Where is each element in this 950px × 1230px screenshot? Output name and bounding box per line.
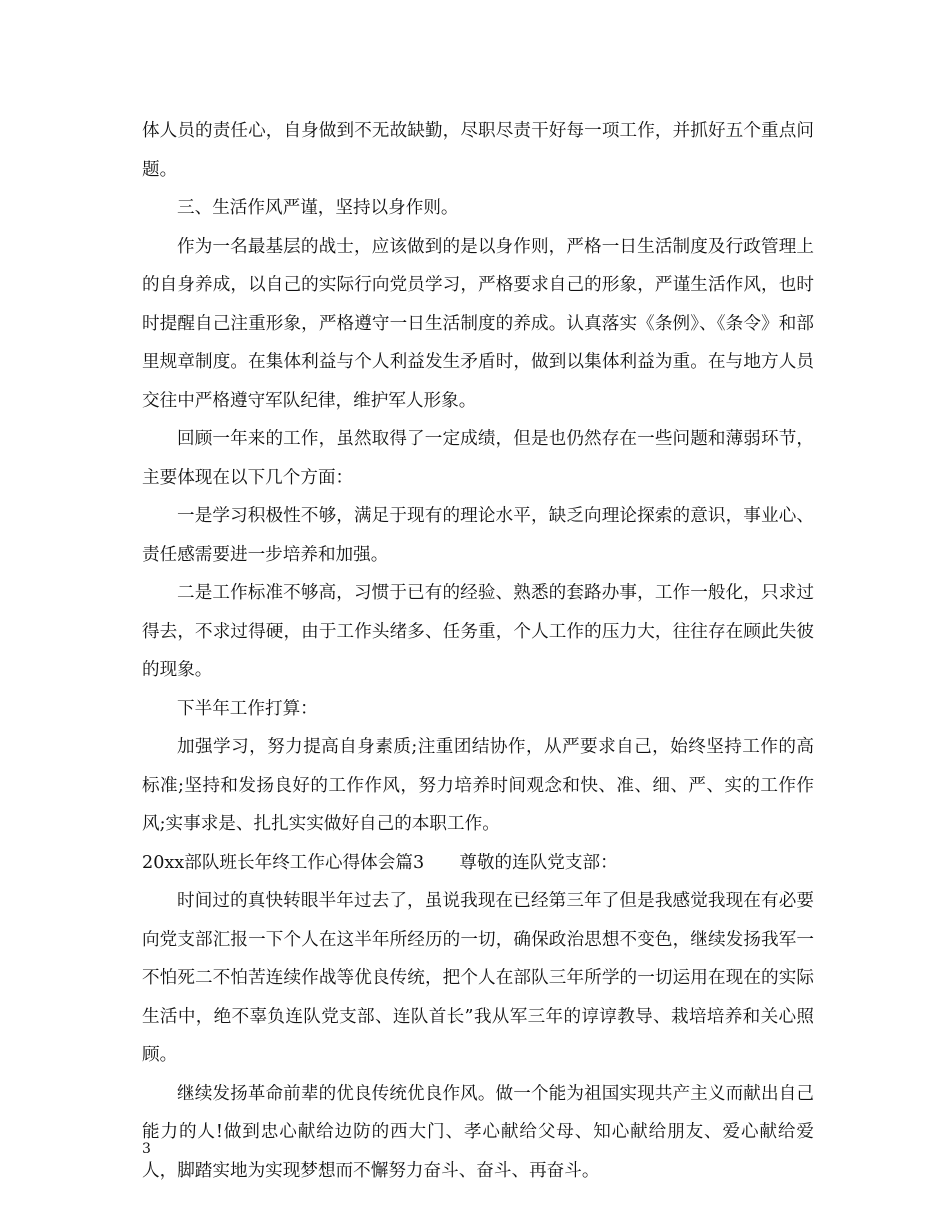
page-number: 3 xyxy=(142,1141,151,1157)
section-heading-3: 三、生活作风严谨，坚持以身作则。 xyxy=(177,198,459,218)
plan-heading: 下半年工作打算： xyxy=(177,698,318,719)
paragraph-problem-2: 二是工作标准不够高，习惯于已有的经验、熟悉的套路办事，工作一般化，只求过得去，不求过得硬，由于工作头绪多、任务重，个人工作的压力大，往往存在顾此失彼的现象。 xyxy=(142,583,814,680)
paragraph-problem-1: 一是学习积极性不够，满足于现有的理论水平，缺乏向理论探索的意识，事业心、责任感需要进一步培养和加强。 xyxy=(142,506,814,565)
paragraph-1: 体人员的责任心，自身做到不无故缺勤，尽职尽责干好每一项工作，并抓好五个重点问题。 xyxy=(142,121,814,180)
article-title-and-salutation: 20xx部队班长年终工作心得体会篇3 尊敬的连队党支部： xyxy=(142,852,618,873)
paragraph-report: 时间过的真快转眼半年过去了，虽说我现在已经第三年了但是我感觉我现在有必要向党支部汇报一下个人在这半年所经历的一切，确保政治思想不变色，继续发扬我军一不怕死二不怕苦连续作战等优良传统，把个人在部队三年所学的一切运用在现在的实际生活中，绝不辜负连队党支部、连队首长”我从军三年的谆谆教导、栽培培养和关心照顾。 xyxy=(142,891,814,1065)
paragraph-lead-by-example: 作为一名最基层的战士，应该做到的是以身作则，严格一日生活制度及行政管理上的自身养成，以自己的实际行向党员学习，严格要求自己的形象，严谨生活作风，也时时提醒自己注重形象，严格遵守一日生活制度的养成。认真落实《条例》、《条令》和部里规章制度。在集体利益与个人利益发生矛盾时，做到以集体利益为重。在与地方人员交往中严格遵守军队纪律，维护军人形象。 xyxy=(142,236,814,411)
paragraph-review: 回顾一年来的工作，虽然取得了一定成绩，但是也仍然存在一些问题和薄弱环节，主要体现在以下几个方面： xyxy=(142,429,814,488)
paragraph-commitment: 继续发扬革命前辈的优良传统优良作风。做一个能为祖国实现共产主义而献出自己能力的人!做到忠心献给边防的西大门、孝心献给父母、知心献给朋友、爱心献给爱人，脚踏实地为实现梦想而不懈努力奋斗、奋斗、再奋斗。 xyxy=(142,1083,814,1181)
document-body xyxy=(142,112,814,1190)
paragraph-plan: 加强学习，努力提高自身素质;注重团结协作，从严要求自己，始终坚持工作的高标准;坚持和发扬良好的工作作风，努力培养时间观念和快、准、细、严、实的工作作风;实事求是、扎扎实实做好自己的本职工作。 xyxy=(142,737,814,834)
